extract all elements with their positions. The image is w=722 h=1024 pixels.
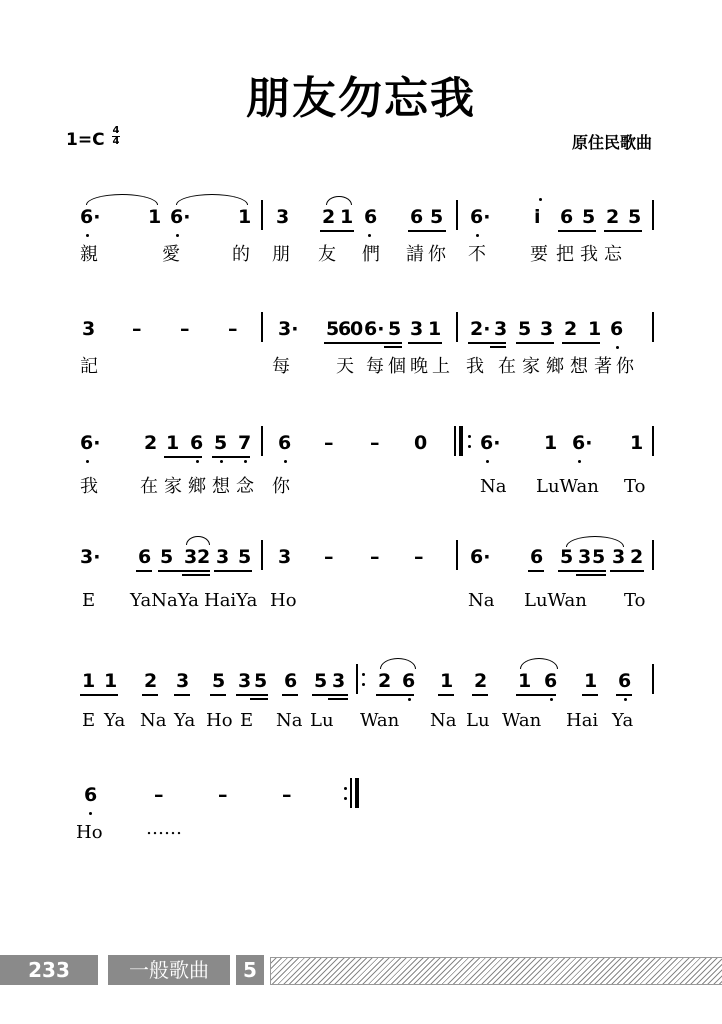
lyric: Na	[468, 590, 495, 611]
note: 2	[144, 670, 158, 692]
lyric: 念	[236, 476, 254, 497]
lyric: 家	[164, 476, 182, 497]
lyric: 朋	[272, 244, 290, 265]
lyric: 在	[498, 356, 516, 377]
note: 2	[378, 670, 392, 692]
note: 2	[564, 318, 578, 340]
lyric: 親	[80, 244, 98, 265]
lyric: 的	[232, 244, 250, 265]
note: 3	[82, 318, 96, 340]
lyric: Lu	[466, 710, 490, 731]
note: 7	[238, 432, 252, 454]
lyric: ……	[146, 818, 182, 839]
lyric: 個	[388, 356, 406, 377]
note: 2·	[470, 318, 491, 340]
note: 1	[584, 670, 598, 692]
lyric: E	[82, 710, 96, 731]
lyric: 鄉	[546, 356, 564, 377]
dash: –	[282, 784, 292, 806]
note: 6	[364, 206, 378, 228]
note: 6	[138, 546, 152, 568]
lyric: 我	[580, 244, 598, 265]
dash: –	[414, 546, 424, 568]
lyric: 記	[80, 356, 98, 377]
lyric: YaNaYa	[130, 590, 199, 611]
note: 5	[212, 670, 226, 692]
note: 6	[610, 318, 624, 340]
lyric: Ya	[612, 710, 634, 731]
lyric: To	[624, 590, 646, 611]
note: 6·	[80, 206, 101, 228]
note: 6	[618, 670, 632, 692]
time-sig-top: 4	[112, 125, 120, 136]
lyric: Na	[480, 476, 507, 497]
lyric: Na	[140, 710, 167, 731]
lyric: Ho	[206, 710, 233, 731]
note: i	[534, 206, 541, 228]
lyric: Na	[276, 710, 303, 731]
lyric: 忘	[604, 244, 622, 265]
lyric: Wan	[360, 710, 400, 731]
note: 6	[544, 670, 558, 692]
lyric: LuWan	[536, 476, 599, 497]
lyric: 家	[522, 356, 540, 377]
dash: –	[218, 784, 228, 806]
note: 5	[518, 318, 532, 340]
note: 0	[350, 318, 364, 340]
note: 5	[160, 546, 174, 568]
note: 3	[494, 318, 508, 340]
note: 3	[184, 546, 198, 568]
note: 1	[166, 432, 180, 454]
note: 3	[278, 546, 292, 568]
note: 6	[560, 206, 574, 228]
dash: –	[324, 432, 334, 454]
note: 1	[148, 206, 162, 228]
note: 1	[104, 670, 118, 692]
dash: –	[370, 432, 380, 454]
lyric: 愛	[162, 244, 180, 265]
lyric: 不	[468, 244, 486, 265]
lyric: 你	[428, 244, 446, 265]
lyric: Na	[430, 710, 457, 731]
note: 5	[582, 206, 596, 228]
note: 5	[430, 206, 444, 228]
note: 2	[606, 206, 620, 228]
note: 1	[428, 318, 442, 340]
lyric: 每	[366, 356, 384, 377]
note: 6·	[470, 546, 491, 568]
note: 1	[238, 206, 252, 228]
note: 6	[410, 206, 424, 228]
lyric: 友	[318, 244, 336, 265]
page-number: 233	[0, 955, 98, 985]
note: 1	[518, 670, 532, 692]
lyric: 把	[556, 244, 574, 265]
note: 3	[578, 546, 592, 568]
dash: –	[370, 546, 380, 568]
lyric: 天	[336, 356, 354, 377]
dash: –	[132, 318, 142, 340]
lyric: 們	[362, 244, 380, 265]
note: 1	[82, 670, 96, 692]
lyric: Ho	[270, 590, 297, 611]
note: 6	[338, 318, 352, 340]
lyric: E	[240, 710, 254, 731]
note: 3	[540, 318, 554, 340]
note: 3·	[80, 546, 101, 568]
category-label: 一般歌曲	[108, 955, 230, 985]
note: 6	[190, 432, 204, 454]
lyric: Wan	[502, 710, 542, 731]
note: 3·	[278, 318, 299, 340]
dash: –	[228, 318, 238, 340]
lyric: Ya	[174, 710, 196, 731]
key-signature: 1=C	[66, 130, 105, 150]
lyric: 著	[594, 356, 612, 377]
note: 6	[530, 546, 544, 568]
note: 2	[474, 670, 488, 692]
lyric: 在	[140, 476, 158, 497]
note: 6·	[80, 432, 101, 454]
time-signature	[112, 126, 120, 147]
note: 3	[276, 206, 290, 228]
lyric: To	[624, 476, 646, 497]
note: 2	[322, 206, 336, 228]
note: 6	[402, 670, 416, 692]
note: 1	[340, 206, 354, 228]
note: 5	[628, 206, 642, 228]
time-sig-bottom: 4	[112, 136, 120, 147]
lyric: Ya	[104, 710, 126, 731]
note: 2	[197, 546, 211, 568]
note: 5	[388, 318, 402, 340]
note: 6·	[480, 432, 501, 454]
note: 2	[630, 546, 644, 568]
note: 3	[238, 670, 252, 692]
note: 5	[592, 546, 606, 568]
note: 3	[612, 546, 626, 568]
note: 6·	[572, 432, 593, 454]
note: 3	[176, 670, 190, 692]
page-footer	[0, 955, 722, 985]
lyric: Lu	[310, 710, 334, 731]
lyric: Ho	[76, 822, 103, 843]
note: 3	[410, 318, 424, 340]
dash: –	[324, 546, 334, 568]
lyric: 你	[616, 356, 634, 377]
song-title: 朋友勿忘我	[246, 73, 476, 124]
lyric: 想	[570, 356, 588, 377]
note: 5	[214, 432, 228, 454]
note: 6	[284, 670, 298, 692]
rest: 0	[414, 432, 428, 454]
note: 6·	[470, 206, 491, 228]
lyric: 每	[272, 356, 290, 377]
note: 5	[314, 670, 328, 692]
note: 5	[560, 546, 574, 568]
dash: –	[154, 784, 164, 806]
composer: 原住民歌曲	[571, 133, 652, 152]
note: 1	[544, 432, 558, 454]
note: 1	[588, 318, 602, 340]
note: 5	[326, 318, 340, 340]
note: 3	[332, 670, 346, 692]
lyric: 請	[406, 244, 424, 265]
lyric: 你	[272, 476, 290, 497]
lyric: 晚	[410, 356, 428, 377]
note: 6·	[364, 318, 385, 340]
note: 5	[254, 670, 268, 692]
lyric: 想	[212, 476, 230, 497]
note: 6	[278, 432, 292, 454]
note: 1	[630, 432, 644, 454]
lyric: 我	[80, 476, 98, 497]
dash: –	[180, 318, 190, 340]
chapter-number: 5	[236, 955, 264, 985]
decorative-hatch-band	[270, 957, 722, 985]
lyric: Hai	[566, 710, 599, 731]
lyric: LuWan	[524, 590, 587, 611]
note: 6	[84, 784, 98, 806]
lyric: 要	[530, 244, 548, 265]
lyric: 上	[432, 356, 450, 377]
lyric: HaiYa	[204, 590, 258, 611]
note: 5	[238, 546, 252, 568]
note: 1	[440, 670, 454, 692]
lyric: 鄉	[188, 476, 206, 497]
lyric: E	[82, 590, 96, 611]
note: 2	[144, 432, 158, 454]
note: 3	[216, 546, 230, 568]
note: 6·	[170, 206, 191, 228]
lyric: 我	[466, 356, 484, 377]
